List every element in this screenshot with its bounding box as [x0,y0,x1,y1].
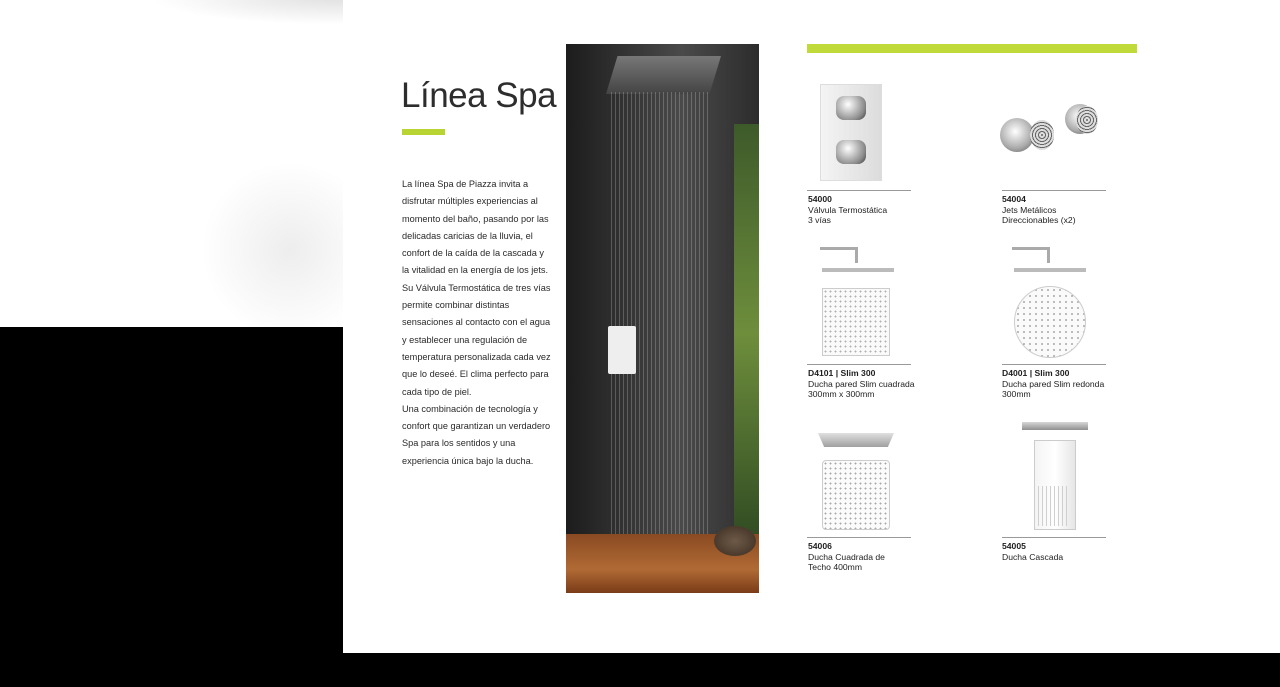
product-desc: Jets Metálicos [1002,204,1057,215]
photo-rain [611,92,711,552]
shower-arm-icon [1012,247,1048,250]
jet-nozzle-icon [1030,120,1054,150]
title-underline [402,129,445,135]
shower-arm-icon [1047,247,1050,263]
product-desc: 3 vías [808,215,831,225]
shower-head-profile [822,268,894,272]
cascade-top-icon [1022,422,1088,430]
product-54006 [808,541,928,573]
accent-bar [807,44,1137,53]
product-divider [807,537,911,538]
product-code: 54005 [1002,541,1026,551]
product-divider [1002,364,1106,365]
product-desc: 300mm [1002,389,1031,399]
product-divider [807,190,911,191]
jet-nozzle-icon [1076,106,1098,134]
product-54004 [1002,194,1122,226]
photo-shower-head [606,56,721,94]
cascade-texture [1038,486,1070,526]
photo-valve [608,326,636,374]
intro-paragraph: Una combinación de tecnología y confort que garantizan un verdadero Spa para los sentidos y una experiencia única bajo la ducha. [402,403,551,466]
photo-stones [714,526,756,556]
ceiling-head-profile [818,433,894,447]
frame-bottom [0,653,1280,687]
page-title: Línea Spa [401,76,557,115]
frame-left [0,327,343,687]
product-desc: 300mm x 300mm [808,389,875,399]
product-desc: Direccionables (x2) [1002,215,1076,225]
shower-photo [566,44,759,593]
product-desc: Ducha pared Slim redonda [1002,378,1105,389]
valve-knob-icon [836,140,866,164]
product-code: D4001 | Slim 300 [1002,368,1070,378]
product-image-ceiling-square [822,460,890,530]
intro-paragraph: La línea Spa de Piazza invita a disfrutar múltiples experiencias al momento del baño, pasando por las delicadas caricias de la lluvia, el confort de la caída de la cascada y la vitalidad en la energía de los jets. Su Válvula Termostática de tres vías permite combinar distintas sensaciones al contacto con el agua y establecer una regulación de temperatura personalizada cada vez que lo deseé. El clima perfecto para cada tipo de piel. [402,179,551,397]
shower-arm-icon [820,247,856,250]
product-divider [1002,190,1106,191]
product-code: 54006 [808,541,832,551]
product-desc: Ducha Cuadrada de [808,551,885,562]
product-image-jet [1000,118,1034,152]
product-desc: Válvula Termostática [808,204,888,215]
product-divider [1002,537,1106,538]
product-divider [807,364,911,365]
product-desc: Techo 400mm [808,562,862,572]
product-desc: Ducha Cascada [1002,551,1064,562]
product-d4001 [1002,368,1122,400]
product-image-slim-round [1014,286,1086,358]
product-code: 54000 [808,194,832,204]
shower-head-profile [1014,268,1086,272]
product-code: D4101 | Slim 300 [808,368,876,378]
product-54005 [1002,541,1122,562]
shower-arm-icon [855,247,858,263]
intro-text [402,176,552,470]
product-d4101 [808,368,928,400]
product-code: 54004 [1002,194,1026,204]
product-54000 [808,194,928,226]
product-image-slim-square [822,288,890,356]
product-desc: Ducha pared Slim cuadrada [808,378,915,389]
photo-window [734,124,759,544]
valve-knob-icon [836,96,866,120]
